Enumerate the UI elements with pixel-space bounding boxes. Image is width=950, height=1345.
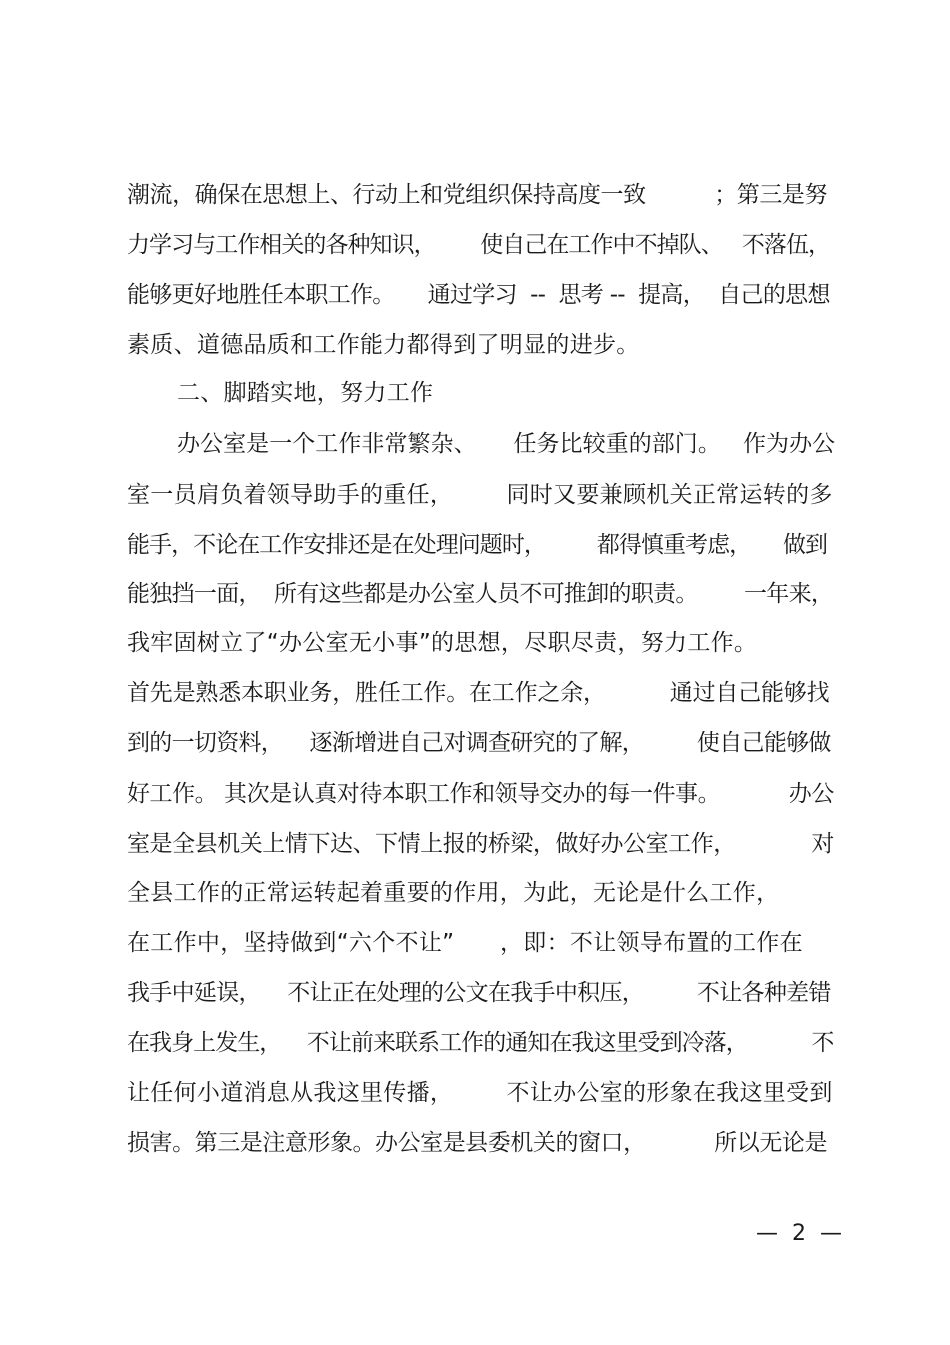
text-line: 力学习与工作相关的各种知识， 使自己在工作中不掉队、 不落伍， bbox=[127, 232, 831, 258]
text-line: 在我身上发生， 不让前来联系工作的通知在我这里受到冷落， 不 bbox=[127, 1030, 834, 1056]
text-line: 好工作。 其次是认真对待本职工作和领导交办的每一件事。 办公 bbox=[127, 781, 834, 807]
text-line: 我牢固树立了“办公室无小事”的思想，尽职尽责，努力工作。 bbox=[127, 630, 758, 656]
text-line: 到的一切资料， 逐渐增进自己对调查研究的了解， 使自己能够做 bbox=[127, 730, 831, 756]
text-line: 办公室是一个工作非常繁杂、 任务比较重的部门。 作为办公 bbox=[177, 431, 836, 457]
text-line: 室一员肩负着领导助手的重任， 同时又要兼顾机关正常运转的多 bbox=[127, 482, 833, 508]
text-line: 让任何小道消息从我这里传播， 不让办公室的形象在我这里受到 bbox=[127, 1080, 833, 1106]
text-line: 能独挡一面， 所有这些都是办公室人员不可推卸的职责。 一年来， bbox=[127, 581, 834, 607]
text-line: 我手中延误， 不让正在处理的公文在我手中积压， 不让各种差错 bbox=[127, 980, 831, 1006]
text-line: 室是全县机关上情下达、下情上报的桥梁，做好办公室工作， 对 bbox=[127, 831, 834, 857]
text-line: 能够更好地胜任本职工作。 通过学习 -- 思考 -- 提高， 自己的思想 bbox=[127, 282, 830, 308]
page-number: — 2 — bbox=[756, 1221, 842, 1246]
text-line: 在工作中，坚持做到“六个不让” ，即：不让领导布置的工作在 bbox=[127, 930, 803, 956]
text-line: 全县工作的正常运转起着重要的作用，为此，无论是什么工作， bbox=[127, 880, 780, 906]
text-line: 能手，不论在工作安排还是在处理问题时， 都得慎重考虑， 做到 bbox=[127, 532, 828, 558]
section-heading: 二、脚踏实地，努力工作 bbox=[177, 380, 434, 406]
text-line: 潮流，确保在思想上、行动上和党组织保持高度一致 ；第三是努 bbox=[127, 182, 828, 208]
text-line: 素质、道德品质和工作能力都得到了明显的进步。 bbox=[127, 332, 640, 358]
text-line: 损害。第三是注意形象。办公室是县委机关的窗口， 所以无论是 bbox=[127, 1130, 828, 1156]
text-line: 首先是熟悉本职业务，胜任工作。在工作之余， 通过自己能够找 bbox=[127, 680, 830, 706]
